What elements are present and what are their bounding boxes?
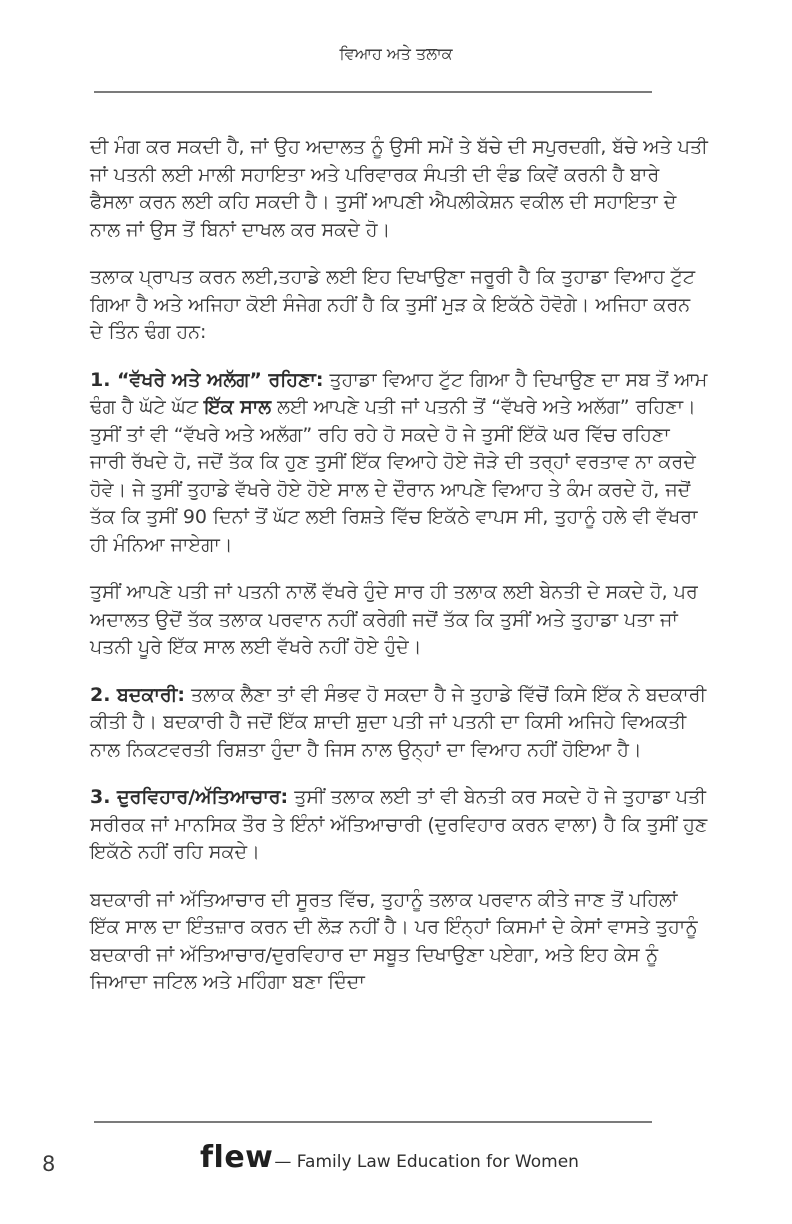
paragraph-text: ਦੀ ਮੰਗ ਕਰ ਸਕਦੀ ਹੈ, ਜਾਂ ਉਹ ਅਦਾਲਤ ਨੂੰ ਉਸੀ ਸਮੇਂ ਤੇ ਬੱਚੇ ਦੀ ਸਪੁਰਦਗੀ, ਬੱਚੇ ਅਤੇ ਪਤੀ ਜਾਂ ਪਤਨੀ ਲਈ ਮਾਲੀ ਸਹਾਇਤਾ ਅਤੇ ਪਰਿਵਾਰਕ ਸੰਪਤੀ ਦੀ ਵੰਡ ਕਿਵੇਂ ਕਰਨੀ ਹੈ ਬਾਰੇ ਫੈਸਲਾ ਕਰਨ ਲਈ ਕਹਿ ਸਕਦੀ ਹੈ। ਤੁਸੀਂ ਆਪਣੀ ਐਪਲੀਕੇਸ਼ਨ ਵਕੀਲ ਦੀ ਸਹਾਇਤਾ ਦੇ ਨਾਲ ਜਾਂ ਉਸ ਤੋਂ ਬਿਨਾਂ ਦਾਖਲ ਕਰ ਸਕਦੇ ਹੋ। [90, 136, 708, 241]
running-header-title: ਵਿਆਹ ਅਤੇ ਤਲਾਕ [339, 44, 453, 63]
paragraph-text: ਤਲਾਕ ਪ੍ਰਾਪਤ ਕਰਨ ਲਈ,ਤਹਾਡੇ ਲਈ ਇਹ ਦਿਖਾਉਣਾ ਜਰੂਰੀ ਹੈ ਕਿ ਤੁਹਾਡਾ ਵਿਆਹ ਟੁੱਟ ਗਿਆ ਹੈ ਅਤੇ ਅਜਿਹਾ ਕੋਈ ਸੰਜੇਗ ਨਹੀਂ ਹੈ ਕਿ ਤੁਸੀਂ ਮੁੜ ਕੇ ਇਕੱਠੇ ਹੋਵੋਗੇ। ਅਜਿਹਾ ਕਰਨ ਦੇ ਤਿੰਨ ਢੰਗ ਹਨ: [90, 266, 696, 343]
page-number: 8 [42, 1152, 56, 1176]
paragraph [90, 264, 708, 347]
paragraph-text: ਤੁਸੀਂ ਤਲਾਕ ਲਈ ਤਾਂ ਵੀ ਬੇਨਤੀ ਕਰ ਸਕਦੇ ਹੋ ਜੇ ਤੁਹਾਡਾ ਪਤੀ ਸਰੀਰਕ ਜਾਂ ਮਾਨਸਿਕ ਤੌਰ ਤੇ ਇੰਨਾਂ ਅੱਤਿਆਚਾਰੀ (ਦੁਰਵਿਹਾਰ ਕਰਨ ਵਾਲਾ) ਹੈ ਕਿ ਤੁਸੀਂ ਹੁਣ ਇਕੱਠੇ ਨਹੀਂ ਰਹਿ ਸਕਦੇ। [90, 786, 708, 863]
footer-brand-logo: flew [200, 1140, 274, 1175]
paragraph [90, 579, 708, 662]
paragraph-text: ਤੁਹਾਡਾ ਵਿਆਹ ਟੁੱਟ ਗਿਆ ਹੈ ਦਿਖਾਉਣ ਦਾ ਸਬ ਤੋਂ ਆਮ ਢੰਗ ਹੈ ਘੱਟੇ ਘੱਟ [90, 368, 708, 418]
paragraph-bold-text: 1. “ਵੱਖਰੇ ਅਤੇ ਅਲੱਗ” ਰਹਿਣਾ: [90, 368, 324, 391]
paragraph [90, 784, 708, 867]
body-text [90, 134, 708, 1017]
footer-divider [94, 1121, 652, 1123]
paragraph-text: ਤੁਸੀਂ ਆਪਣੇ ਪਤੀ ਜਾਂ ਪਤਨੀ ਨਾਲੋਂ ਵੱਖਰੇ ਹੁੰਦੇ ਸਾਰ ਹੀ ਤਲਾਕ ਲਈ ਬੇਨਤੀ ਦੇ ਸਕਦੇ ਹੋ, ਪਰ ਅਦਾਲਤ ਉਦੋਂ ਤੱਕ ਤਲਾਕ ਪਰਵਾਨ ਨਹੀਂ ਕਰੇਗੀ ਜਦੋਂ ਤੱਕ ਕਿ ਤੁਸੀਂ ਅਤੇ ਤੁਹਾਡਾ ਪਤਾ ਜਾਂ ਪਤਨੀ ਪੂਰੇ ਇੱਕ ਸਾਲ ਲਈ ਵੱਖਰੇ ਨਹੀਂ ਹੋਏ ਹੁੰਦੇ। [90, 581, 698, 658]
header-divider [94, 91, 652, 93]
paragraph [90, 887, 708, 997]
footer-brand [200, 1140, 579, 1175]
paragraph-text: ਤਲਾਕ ਲੈਣਾ ਤਾਂ ਵੀ ਸੰਭਵ ਹੋ ਸਕਦਾ ਹੈ ਜੇ ਤੁਹਾਡੇ ਵਿੱਚੋਂ ਕਿਸੇ ਇੱਕ ਨੇ ਬਦਕਾਰੀ ਕੀਤੀ ਹੈ। ਬਦਕਾਰੀ ਹੈ ਜਦੋਂ ਇੱਕ ਸ਼ਾਦੀ ਸ਼ੁਦਾ ਪਤੀ ਜਾਂ ਪਤਨੀ ਦਾ ਕਿਸੀ ਅਜਿਹੇ ਵਿਅਕਤੀ ਨਾਲ ਨਿਕਟਵਰਤੀ ਰਿਸ਼ਤਾ ਹੁੰਦਾ ਹੈ ਜਿਸ ਨਾਲ ਉਨ੍ਹਾਂ ਦਾ ਵਿਆਹ ਨਹੀਂ ਹੋਇਆ ਹੈ। [90, 683, 707, 761]
paragraph [90, 134, 708, 244]
paragraph [90, 367, 708, 560]
paragraph-bold-text: 3. ਦੁਰਵਿਹਾਰ/ਅੱਤਿਆਚਾਰ: [90, 786, 289, 808]
paragraph-text: ਬਦਕਾਰੀ ਜਾਂ ਅੱਤਿਆਚਾਰ ਦੀ ਸੂਰਤ ਵਿੱਚ, ਤੁਹਾਨੂੰ ਤਲਾਕ ਪਰਵਾਨ ਕੀਤੇ ਜਾਣ ਤੋਂ ਪਹਿਲਾਂ ਇੱਕ ਸਾਲ ਦਾ ਇੰਤਜ਼ਾਰ ਕਰਨ ਦੀ ਲੋੜ ਨਹੀਂ ਹੈ। ਪਰ ਇੰਨ੍ਹਾਂ ਕਿਸਮਾਂ ਦੇ ਕੇਸਾਂ ਵਾਸਤੇ ਤੁਹਾਨੂੰ ਬਦਕਾਰੀ ਜਾਂ ਅੱਤਿਆਚਾਰ/ਦੁਰਵਿਹਾਰ ਦਾ ਸਬੂਤ ਦਿਖਾਉਣਾ ਪਏਗਾ, ਅਤੇ ਇਹ ਕੇਸ ਨੂੰ ਜਿਆਦਾ ਜਟਿਲ ਅਤੇ ਮਹਿੰਗਾ ਬਣਾ ਦਿੰਦਾ [90, 888, 698, 993]
paragraph-bold-text: 2. ਬਦਕਾਰੀ: [90, 683, 185, 706]
paragraph-bold-text: ਇੱਕ ਸਾਲ [204, 396, 272, 418]
footer-org-name: — Family Law Education for Women [274, 1152, 579, 1172]
paragraph-text: ਲਈ ਆਪਣੇ ਪਤੀ ਜਾਂ ਪਤਨੀ ਤੋਂ “ਵੱਖਰੇ ਅਤੇ ਅਲੱਗ” ਰਹਿਣਾ। ਤੁਸੀਂ ਤਾਂ ਵੀ “ਵੱਖਰੇ ਅਤੇ ਅਲੱਗ” ਰਹਿ ਰਹੇ ਹੋ ਸਕਦੇ ਹੋ ਜੇ ਤੁਸੀਂ ਇੱਕੋ ਘਰ ਵਿੱਚ ਰਹਿਣਾ ਜਾਰੀ ਰੱਖਦੇ ਹੋ, ਜਦੋਂ ਤੱਕ ਕਿ ਹੁਣ ਤੁਸੀਂ ਇੱਕ ਵਿਆਹੇ ਹੋਏ ਜੋੜੇ ਦੀ ਤਰ੍ਹਾਂ ਵਰਤਾਵ ਨਾ ਕਰਦੇ ਹੋਵੇ। ਜੇ ਤੁਸੀਂ ਤੁਹਾਡੇ ਵੱਖਰੇ ਹੋਏ ਹੋਏ ਸਾਲ ਦੇ ਦੌਰਾਨ ਆਪਣੇ ਵਿਆਹ ਤੇ ਕੰਮ ਕਰਦੇ ਹੋ, ਜਦੋਂ ਤੱਕ ਕਿ ਤੁਸੀਂ 90 ਦਿਨਾਂ ਤੋਂ ਘੱਟ ਲਈ ਰਿਸ਼ਤੇ ਵਿੱਚ ਇਕੱਠੇ ਵਾਪਸ ਸੀ, ਤੁਹਾਨੂੰ ਹਲੇ ਵੀ ਵੱਖਰਾ ਹੀ ਮੰਨਿਆ ਜਾਏਗਾ। [90, 396, 698, 556]
paragraph [90, 682, 708, 765]
